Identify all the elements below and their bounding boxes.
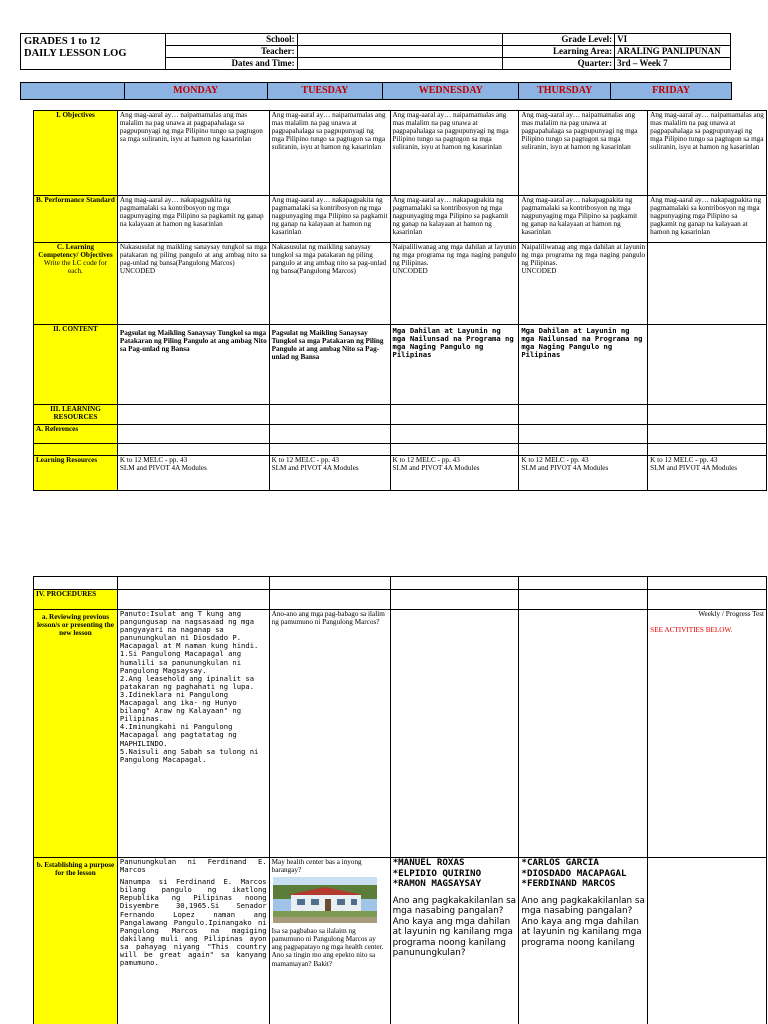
blank-b3 bbox=[390, 590, 519, 610]
references-friday bbox=[648, 425, 767, 444]
objectives-tuesday: Ang mag-aaral ay… naipamamalas ang mas malalim na pag unawa at pagpapahalaga sa pagpupunyagi ng mga Pilipino tungo sa pagtugon sa mga suliranin, isyu at hamon ng kasarinlan bbox=[269, 111, 390, 196]
title-cell bbox=[21, 34, 166, 70]
objectives-friday: Ang mag-aaral ay… naipamamalas ang mas malalim na pag unawa at pagpapahalaga sa pagpupunyagi ng mga Pilipino tungo sa pagtugon sa mga suliranin, isyu at hamon ng kasarinlan bbox=[648, 111, 767, 196]
purpose-monday bbox=[117, 858, 269, 1024]
purpose-thursday-name-1: *CARLOS GARCIA bbox=[521, 857, 599, 868]
resources-monday bbox=[117, 405, 269, 425]
days-bar-blank bbox=[21, 83, 125, 100]
lr-tuesday-line2: SLM and PIVOT 4A Modules bbox=[271, 464, 359, 473]
teacher-value[interactable] bbox=[297, 46, 503, 58]
lr-friday-line2: SLM and PIVOT 4A Modules bbox=[650, 464, 738, 473]
resources-tuesday bbox=[269, 405, 390, 425]
procedures-label: IV. PROCEDURES bbox=[34, 590, 118, 610]
health-center-photo bbox=[273, 877, 377, 923]
quarter-label: Quarter: bbox=[503, 58, 615, 70]
lr-wednesday-line1: K to 12 MELC - pp. 43 bbox=[392, 456, 460, 464]
competency-tuesday-text: Nakasusulat ng maikling sanaysay tungkol sa mga patakaran ng piling pangulo at ang ambag nito sa pag-unlad ng bansa(Pangulong Marcos) bbox=[271, 243, 387, 276]
competency-wednesday bbox=[390, 243, 519, 325]
review-monday-3: 2.Ang leasehold ang ipinalit sa patakaran ng paghahati ng lupa. bbox=[119, 673, 255, 691]
day-wednesday: WEDNESDAY bbox=[383, 83, 519, 100]
area-value[interactable]: ARALING PANLIPUNAN bbox=[615, 46, 731, 58]
review-thursday bbox=[519, 610, 648, 858]
competency-wednesday-code: UNCODED bbox=[392, 267, 428, 276]
day-monday: MONDAY bbox=[124, 83, 267, 100]
competency-label-cell bbox=[34, 243, 118, 325]
performance-wednesday: Ang mag-aaral ay… nakapagpakita ng pagmamalaki sa kontribosyon ng mga nagpunyaging mga Pilipino sa pagkamit ng ganap na kalayaan at hamon ng kasarinlan bbox=[390, 196, 519, 243]
purpose-label: b. Establishing a purpose for the lesson bbox=[34, 858, 118, 1024]
lr-thursday-line1: K to 12 MELC - pp. 43 bbox=[521, 456, 589, 464]
spacer-friday bbox=[648, 444, 767, 456]
grade-value[interactable]: VI bbox=[615, 34, 731, 46]
content-label: II. CONTENT bbox=[34, 325, 118, 405]
content-monday: Pagsulat ng Maikling Sanaysay Tungkol sa mga Patakaran ng Piling Pangulo at ang ambag Nito sa Pag-unlad ng Bansa bbox=[117, 325, 269, 405]
blank-b2 bbox=[269, 590, 390, 610]
blank-a1 bbox=[117, 577, 269, 590]
day-friday: FRIDAY bbox=[611, 83, 732, 100]
objectives-monday: Ang mag-aaral ay… naipamamalas ang mas malalim na pag unawa at pagpapahalaga sa pagpupunyagi ng mga Pilipino tungo sa pagtugon sa mga suliranin, isyu at hamon ng kasarinlan bbox=[117, 111, 269, 196]
competency-tuesday bbox=[269, 243, 390, 325]
learning-resources-label: Learning Resources bbox=[34, 456, 118, 491]
area-label: Learning Area: bbox=[503, 46, 615, 58]
lr-monday-line2: SLM and PIVOT 4A Modules bbox=[119, 464, 207, 473]
purpose-tuesday bbox=[269, 858, 390, 1024]
purpose-wednesday bbox=[390, 858, 519, 1024]
lr-friday-line1: K to 12 MELC - pp. 43 bbox=[650, 456, 718, 464]
competency-friday bbox=[648, 243, 767, 325]
purpose-wednesday-name-2: *ELPIDIO QUIRINO bbox=[392, 867, 482, 879]
competency-wednesday-text: Naipaliliwanag ang mga dahilan at layunin ng mga programa ng mga naging pangulo ng Pilipinas. bbox=[392, 243, 517, 268]
competency-sublabel: Write the LC code for each. bbox=[43, 259, 108, 276]
purpose-thursday-name-2: *DIOSDADO MACAPAGAL bbox=[521, 867, 627, 879]
spacer-wednesday bbox=[390, 444, 519, 456]
purpose-monday-title: Panunungkulan ni Ferdinand E. Marcos bbox=[119, 857, 267, 875]
procedures-top-blank bbox=[34, 577, 118, 590]
purpose-thursday-q2: Ano kaya ang mga dahilan at layunin ng kanilang mga programa noong kanilang bbox=[521, 916, 642, 948]
lr-tuesday-line1: K to 12 MELC - pp. 43 bbox=[271, 456, 339, 464]
day-tuesday: TUESDAY bbox=[267, 83, 383, 100]
purpose-wednesday-q2: Ano kaya ang mga dahilan at layunin ng kanilang mga programa noong kanilang panunungkulan? bbox=[392, 916, 513, 958]
purpose-wednesday-name-1: *MANUEL ROXAS bbox=[392, 857, 465, 868]
objectives-table bbox=[33, 110, 767, 491]
teacher-label: Teacher: bbox=[165, 46, 297, 58]
blank-a2 bbox=[269, 577, 390, 590]
review-friday bbox=[648, 610, 767, 858]
spacer-thursday bbox=[519, 444, 648, 456]
references-thursday bbox=[519, 425, 648, 444]
purpose-friday bbox=[648, 858, 767, 1024]
review-monday-6: 5.Naisuli ang Sabah sa tulong ni Pangulong Macapagal. bbox=[119, 746, 259, 764]
competency-monday bbox=[117, 243, 269, 325]
blank-a5 bbox=[648, 577, 767, 590]
purpose-thursday-q1: Ano ang pagkakakilanlan sa mga nasabing pangalan? bbox=[521, 895, 645, 916]
content-friday bbox=[648, 325, 767, 405]
school-value[interactable] bbox=[297, 34, 503, 46]
blank-b4 bbox=[519, 590, 648, 610]
competency-monday-text: Nakasusulat ng maikling sanaysay tungkol sa mga patakaran ng piling pangulo at ang ambag nito sa pag-unlad ng bansa(Pangulong Marcos) bbox=[119, 243, 267, 268]
lr-monday-line1: K to 12 MELC - pp. 43 bbox=[119, 456, 188, 464]
blank-a3 bbox=[390, 577, 519, 590]
references-monday bbox=[117, 425, 269, 444]
title-line1: GRADES 1 to 12 bbox=[24, 36, 101, 47]
lr-thursday bbox=[519, 456, 648, 491]
dates-label: Dates and Time: bbox=[165, 58, 297, 70]
grade-label: Grade Level: bbox=[503, 34, 615, 46]
objectives-thursday: Ang mag-aaral ay… naipamamalas ang mas malalim na pag unawa at pagpapahalaga sa pagpupunyagi ng mga Pilipino tungo sa pagtugon sa mga suliranin, isyu at hamon ng kasarinlan bbox=[519, 111, 648, 196]
day-thursday: THURSDAY bbox=[519, 83, 611, 100]
review-friday-see: SEE ACTIVITIES BELOW. bbox=[650, 626, 733, 635]
purpose-thursday bbox=[519, 858, 648, 1024]
resources-wednesday bbox=[390, 405, 519, 425]
purpose-wednesday-name-3: *RAMON MAGSAYSAY bbox=[392, 878, 482, 889]
review-label: a. Reviewing previous lesson/s or presenting the new lesson bbox=[34, 610, 118, 858]
references-tuesday bbox=[269, 425, 390, 444]
competency-thursday-text: Naipaliliwanag ang mga dahilan at layunin ng mga programa ng mga naging pangulo ng Pilipinas. bbox=[521, 243, 646, 268]
purpose-thursday-name-3: *FERDINAND MARCOS bbox=[521, 878, 616, 889]
competency-monday-code: UNCODED bbox=[119, 267, 156, 276]
content-thursday: Mga Dahilan at Layunin ng mga Nailunsad na Programa ng mga Naging Pangulo ng Pilipinas bbox=[519, 325, 648, 405]
purpose-tuesday-question: May health center bas a inyong barangay? bbox=[271, 858, 362, 875]
quarter-value[interactable]: 3rd – Week 7 bbox=[615, 58, 731, 70]
blank-b1 bbox=[117, 590, 269, 610]
competency-thursday-code: UNCODED bbox=[521, 267, 557, 276]
blank-b5 bbox=[648, 590, 767, 610]
spacer-tuesday bbox=[269, 444, 390, 456]
objectives-wednesday: Ang mag-aaral ay… naipamamalas ang mas malalim na pag unawa at pagpapahalaga sa pagpupunyagi ng mga Pilipino tungo sa pagtugon sa mga suliranin, isyu at hamon ng kasarinlan bbox=[390, 111, 519, 196]
references-spacer bbox=[34, 444, 118, 456]
performance-label: B. Performance Standard bbox=[34, 196, 118, 243]
review-wednesday bbox=[390, 610, 519, 858]
review-monday-5: 4.Iminungkahi ni Pangulong Macapagal ang pagtatatag ng MAPHILINDO. bbox=[119, 722, 237, 748]
references-label: A. References bbox=[34, 425, 118, 444]
objectives-label: I. Objectives bbox=[34, 111, 118, 196]
competency-thursday bbox=[519, 243, 648, 325]
lr-tuesday bbox=[269, 456, 390, 491]
lr-friday bbox=[648, 456, 767, 491]
school-label: School: bbox=[165, 34, 297, 46]
dates-value[interactable] bbox=[297, 58, 503, 70]
review-tuesday: Ano-ano ang mga pag-babago sa ilalim ng pamumuno ni Pangulong Marcos? bbox=[269, 610, 390, 858]
review-monday-4: 3.Idineklara ni Pangulong Macapagal ang ika- ng Hunyo bilang" Araw ng Kalayaan" ng Pilipinas. bbox=[119, 689, 242, 724]
performance-thursday: Ang mag-aaral ay… nakapagpakita ng pagmamalaki sa kontribosyon ng mga nagpunyaging mga Pilipino sa pagkamit ng ganap na kalayaan at hamon ng kasarinlan bbox=[519, 196, 648, 243]
review-monday bbox=[117, 610, 269, 858]
spacer-monday bbox=[117, 444, 269, 456]
review-monday-1: Panuto:Isulat ang T kung ang pangungusap na nagsasaad ng mga pangyayari na naganap sa panunungkulan ni Diosdado P. Macapagal at M naman kung hindi. bbox=[119, 609, 259, 651]
procedures-table bbox=[33, 576, 767, 1024]
purpose-monday-body: Nanumpa si Ferdinand E. Marcos bilang pangulo ng ikatlong Republika ng Pilipinas noong Disyembre 30,1965.Si Senador Fernando Lopez naman ang Pangalawang Pangulo.Ipinangako ni Pangulong Marcos na magiging dakilang muli ang Pilipinas ayon sa pahayag niyang "This country will be great again" sa kanyang pamumuno. bbox=[119, 877, 267, 968]
lr-thursday-line2: SLM and PIVOT 4A Modules bbox=[521, 464, 609, 473]
procedures-wrapper bbox=[33, 576, 768, 1024]
lr-wednesday-line2: SLM and PIVOT 4A Modules bbox=[392, 464, 480, 473]
performance-friday: Ang mag-aaral ay… nakapagpakita ng pagmamalaki sa kontribosyon ng mga nagpunyaging mga Pilipino sa pagkamit ng ganap na kalayaan at hamon ng kasarinlan bbox=[648, 196, 767, 243]
health-center-image bbox=[273, 877, 377, 923]
lr-monday bbox=[117, 456, 269, 491]
title-line2: DAILY LESSON LOG bbox=[24, 48, 127, 59]
content-tuesday: Pagsulat ng Maikling Sanaysay Tungkol sa mga Patakaran ng Piling Pangulo at ang ambag Nito sa Pag-unlad ng Bansa bbox=[269, 325, 390, 405]
competency-label: C. Learning Competency/ Objectives bbox=[38, 243, 113, 260]
performance-tuesday: Ang mag-aaral ay… nakapagpakita ng pagmamalaki sa kontribosyon ng mga nagpunyaging mga Pilipino sa pagkamit ng ganap na kalayaan at hamon ng kasarinlan bbox=[269, 196, 390, 243]
days-bar bbox=[20, 82, 732, 100]
performance-monday: Ang mag-aaral ay… nakapagpakita ng pagmamalaki sa kontribosyon ng mga nagpunyaging mga Pilipino sa pagkamit ng ganap na kalayaan at hamon ng kasarinlan bbox=[117, 196, 269, 243]
blank-a4 bbox=[519, 577, 648, 590]
header-table bbox=[20, 33, 731, 70]
purpose-tuesday-paragraph: Isa sa pagbabao sa ilalaim ng pamumuno ni Pangulong Marcos ay ang pagpapatayo ng mga health center. Ano sa tingin mo ang epekto nito sa mamamayan? Bakit? bbox=[271, 927, 384, 968]
references-wednesday bbox=[390, 425, 519, 444]
review-friday-test: Weekly / Progress Test bbox=[698, 610, 764, 618]
resources-label: III. LEARNING RESOURCES bbox=[34, 405, 118, 425]
content-wednesday: Mga Dahilan at Layunin ng mga Nailunsad na Programa ng mga Naging Pangulo ng Pilipinas bbox=[390, 325, 519, 405]
lr-wednesday bbox=[390, 456, 519, 491]
review-monday-2: 1.Si Pangulong Macapagal ang humalili sa panunungkulan ni Pangulong Magsaysay. bbox=[119, 649, 242, 675]
resources-thursday bbox=[519, 405, 648, 425]
purpose-wednesday-q1: Ano ang pagkakakilanlan sa mga nasabing pangalan? bbox=[392, 895, 517, 916]
resources-friday bbox=[648, 405, 767, 425]
